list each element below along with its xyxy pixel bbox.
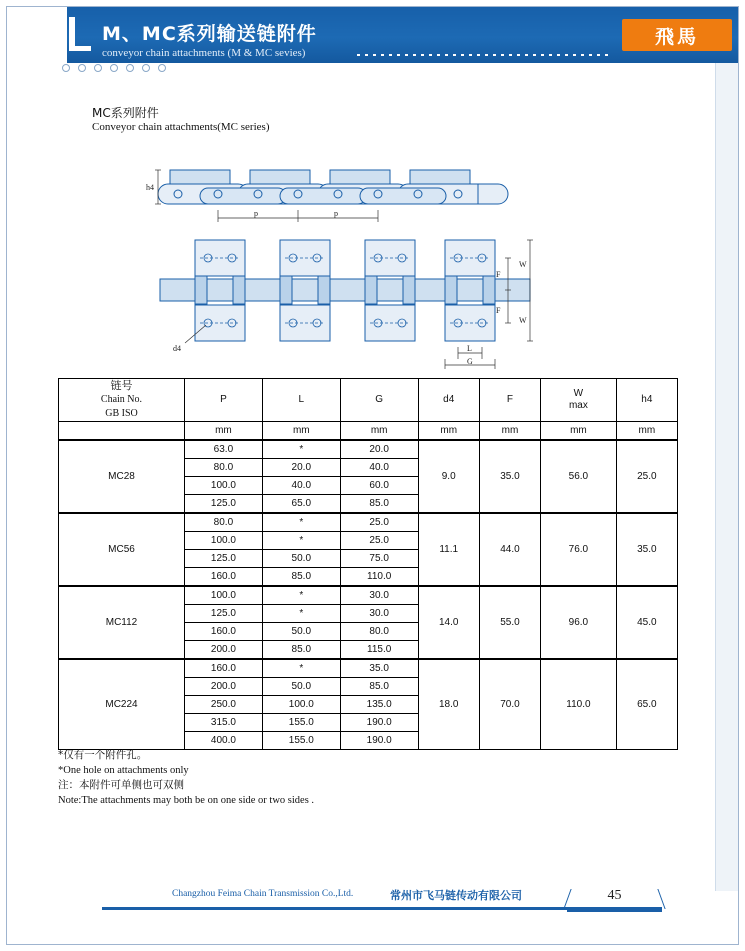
header-chain-no-en: Chain No.: [100, 394, 143, 405]
cell-l: 155.0: [262, 714, 340, 732]
cell-h4: 35.0: [616, 513, 677, 586]
cell-p: 200.0: [184, 678, 262, 696]
cell-l: 50.0: [262, 623, 340, 641]
unit-f: mm: [479, 422, 540, 441]
circle-dot-icon: [94, 64, 102, 72]
chain-side-view-diagram: [140, 150, 540, 230]
cell-p: 80.0: [184, 513, 262, 532]
right-side-rail: [715, 63, 738, 891]
cell-w: 96.0: [541, 586, 617, 659]
unit-l: mm: [262, 422, 340, 441]
header-w-main: W: [573, 388, 584, 399]
cell-g: 110.0: [340, 568, 418, 587]
cell-chain-no: MC56: [59, 513, 185, 586]
dim-label-w2: W: [519, 316, 527, 325]
notes-block: [58, 748, 314, 808]
cell-chain-no: MC28: [59, 440, 185, 513]
cell-g: 190.0: [340, 732, 418, 750]
cell-d4: 9.0: [418, 440, 479, 513]
note-line-3: 注：本附件可单侧也可双侧: [58, 779, 184, 791]
footer-company-cn: 常州市飞马链传动有限公司: [390, 889, 522, 902]
cell-l: 50.0: [262, 678, 340, 696]
unit-h4: mm: [616, 422, 677, 441]
dim-label-p2: p: [334, 209, 338, 218]
table-unit-row: [59, 422, 678, 441]
cell-l: 40.0: [262, 477, 340, 495]
dim-label-l: L: [467, 344, 472, 353]
cell-g: 25.0: [340, 532, 418, 550]
header-chain-no-std: GB ISO: [105, 408, 138, 419]
cell-h4: 45.0: [616, 586, 677, 659]
page-number-box: [567, 883, 662, 911]
chain-top-view-diagram: [140, 235, 560, 370]
header-circle-decoration: [62, 64, 166, 72]
header-h4: h4: [616, 379, 677, 422]
cell-p: 200.0: [184, 641, 262, 660]
cell-p: 125.0: [184, 495, 262, 514]
cell-f: 55.0: [479, 586, 540, 659]
table-row: [59, 659, 678, 678]
brand-logo-text: 飛馬: [654, 25, 699, 48]
dim-label-d4: d4: [173, 344, 181, 353]
cell-l: *: [262, 532, 340, 550]
spec-table: [58, 378, 678, 750]
header-g: G: [340, 379, 418, 422]
cell-l: *: [262, 440, 340, 459]
cell-g: 40.0: [340, 459, 418, 477]
cell-l: 50.0: [262, 550, 340, 568]
brand-logo: [622, 19, 732, 51]
footer-company-en: Changzhou Feima Chain Transmission Co.,Ltd.: [172, 889, 354, 899]
note-line-2: *One hole on attachments only: [58, 765, 189, 776]
cell-p: 80.0: [184, 459, 262, 477]
cell-p: 315.0: [184, 714, 262, 732]
header-l-mark-icon: [69, 17, 91, 51]
page-number: 45: [567, 883, 662, 912]
cell-l: 20.0: [262, 459, 340, 477]
header-chain-no: [59, 379, 185, 422]
circle-dot-icon: [142, 64, 150, 72]
unit-w: mm: [541, 422, 617, 441]
dim-label-f2: F: [496, 306, 501, 315]
cell-l: 65.0: [262, 495, 340, 514]
cell-l: *: [262, 513, 340, 532]
cell-p: 125.0: [184, 550, 262, 568]
cell-g: 35.0: [340, 659, 418, 678]
cell-g: 190.0: [340, 714, 418, 732]
table-row: [59, 440, 678, 459]
circle-dot-icon: [158, 64, 166, 72]
header-w-sub: max: [568, 400, 588, 411]
cell-g: 60.0: [340, 477, 418, 495]
table-row: [59, 513, 678, 532]
cell-g: 30.0: [340, 586, 418, 605]
cell-l: *: [262, 605, 340, 623]
cell-g: 25.0: [340, 513, 418, 532]
page-title-en: conveyor chain attachments (M & MC sevies): [102, 47, 306, 59]
cell-l: 85.0: [262, 641, 340, 660]
section-caption-en: Conveyor chain attachments(MC series): [92, 121, 270, 133]
cell-chain-no: MC112: [59, 586, 185, 659]
unit-p: mm: [184, 422, 262, 441]
header-d4: d4: [418, 379, 479, 422]
cell-d4: 18.0: [418, 659, 479, 750]
header-l: L: [262, 379, 340, 422]
cell-l: 100.0: [262, 696, 340, 714]
page-footer: [7, 885, 738, 911]
cell-g: 85.0: [340, 678, 418, 696]
dim-label-h4: h4: [146, 183, 154, 192]
cell-p: 100.0: [184, 586, 262, 605]
unit-g: mm: [340, 422, 418, 441]
cell-d4: 14.0: [418, 586, 479, 659]
cell-g: 85.0: [340, 495, 418, 514]
header-din: [59, 422, 185, 441]
cell-f: 70.0: [479, 659, 540, 750]
cell-p: 250.0: [184, 696, 262, 714]
circle-dot-icon: [78, 64, 86, 72]
cell-l: 85.0: [262, 568, 340, 587]
cell-p: 100.0: [184, 477, 262, 495]
cell-l: *: [262, 659, 340, 678]
note-line-4: Note:The attachments may both be on one side or two sides .: [58, 795, 315, 806]
cell-p: 160.0: [184, 623, 262, 641]
cell-h4: 25.0: [616, 440, 677, 513]
circle-dot-icon: [62, 64, 70, 72]
cell-g: 20.0: [340, 440, 418, 459]
cell-chain-no: MC224: [59, 659, 185, 750]
cell-p: 160.0: [184, 659, 262, 678]
cell-p: 160.0: [184, 568, 262, 587]
cell-g: 75.0: [340, 550, 418, 568]
cell-g: 135.0: [340, 696, 418, 714]
table-header-row: [59, 379, 678, 422]
cell-p: 125.0: [184, 605, 262, 623]
circle-dot-icon: [126, 64, 134, 72]
circle-dot-icon: [110, 64, 118, 72]
header-f: F: [479, 379, 540, 422]
dim-label-f1: F: [496, 270, 501, 279]
table-row: [59, 586, 678, 605]
page-title-cn: M、MC系列输送链附件: [102, 23, 317, 45]
cell-l: 155.0: [262, 732, 340, 750]
cell-w: 110.0: [541, 659, 617, 750]
cell-g: 115.0: [340, 641, 418, 660]
cell-g: 80.0: [340, 623, 418, 641]
cell-d4: 11.1: [418, 513, 479, 586]
dim-label-g: G: [467, 357, 473, 366]
header-p: P: [184, 379, 262, 422]
note-line-1: *仅有一个附件孔。: [58, 749, 148, 761]
header-w: [541, 379, 617, 422]
page-header: [7, 7, 738, 63]
header-left-white-block: [7, 7, 67, 63]
cell-g: 30.0: [340, 605, 418, 623]
cell-p: 400.0: [184, 732, 262, 750]
cell-f: 44.0: [479, 513, 540, 586]
cell-p: 63.0: [184, 440, 262, 459]
dim-label-p1: p: [254, 209, 258, 218]
cell-l: *: [262, 586, 340, 605]
section-caption-cn: MC系列附件: [92, 106, 159, 120]
spec-table-wrap: [58, 378, 678, 750]
cell-p: 100.0: [184, 532, 262, 550]
header-chain-no-cn: 链号: [110, 379, 133, 392]
cell-w: 56.0: [541, 440, 617, 513]
dim-label-w1: W: [519, 260, 527, 269]
unit-d4: mm: [418, 422, 479, 441]
cell-h4: 65.0: [616, 659, 677, 750]
cell-f: 35.0: [479, 440, 540, 513]
cell-w: 76.0: [541, 513, 617, 586]
header-dotted-rule: [357, 54, 612, 56]
